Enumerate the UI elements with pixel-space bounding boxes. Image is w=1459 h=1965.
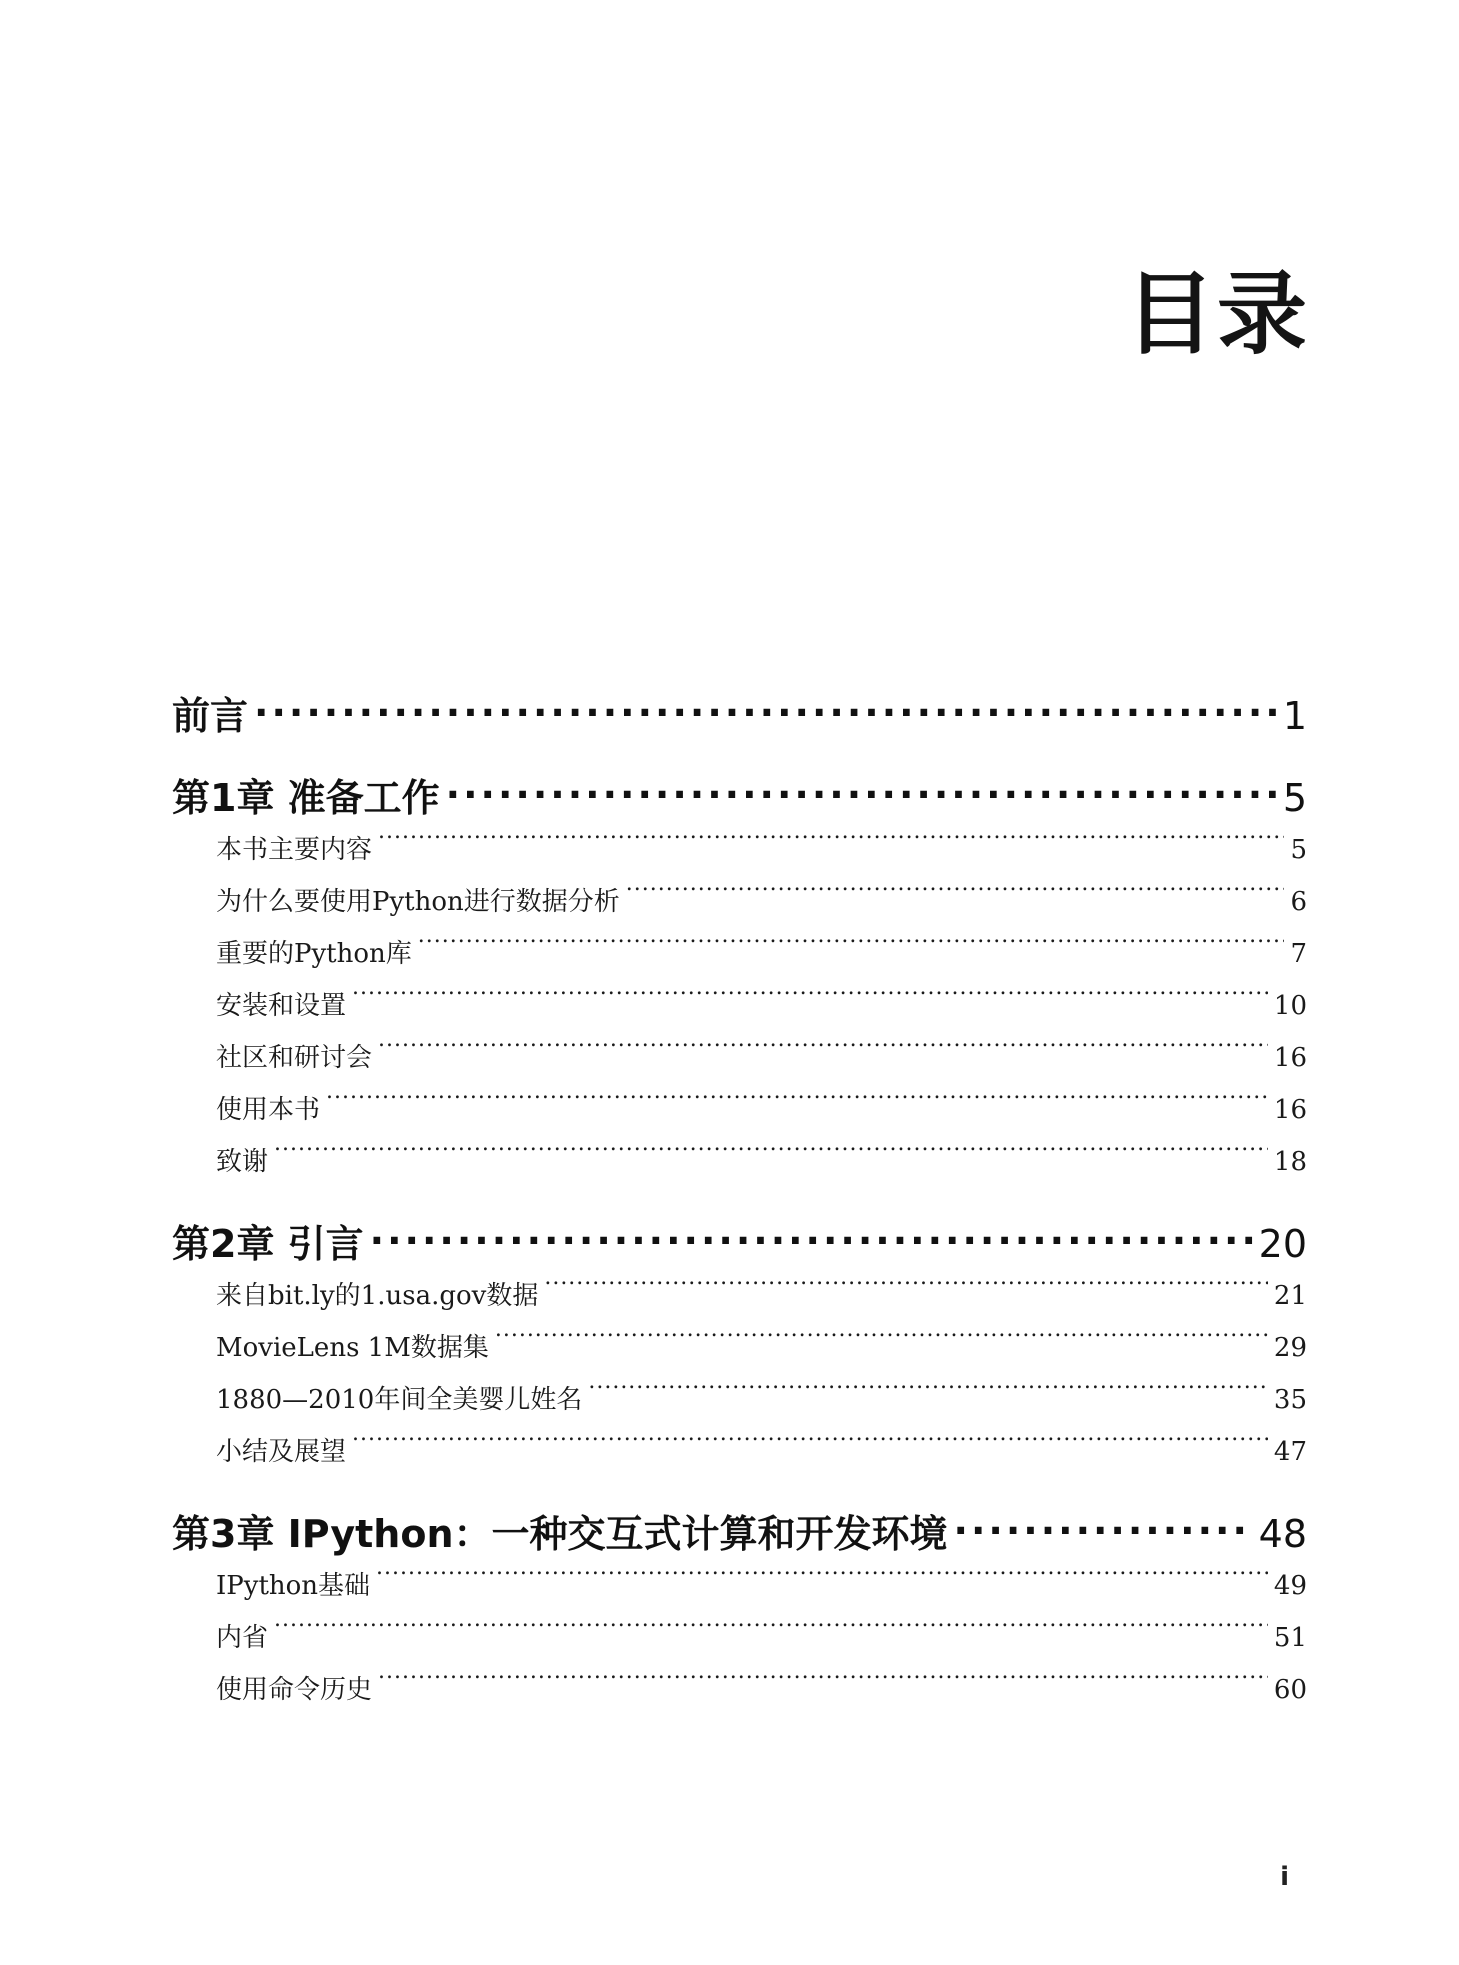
toc-entry-label: 前言 <box>172 694 249 738</box>
toc-entry-page: 16 <box>1273 1095 1307 1125</box>
toc-entry-page: 35 <box>1273 1385 1307 1415</box>
toc-chapter-preface[interactable] <box>172 690 1307 742</box>
toc-entry-page: 21 <box>1273 1281 1307 1311</box>
toc-entry-page: 6 <box>1290 887 1307 917</box>
toc-entry-page: 49 <box>1273 1571 1307 1601</box>
toc-entry-page: 60 <box>1273 1675 1307 1705</box>
toc-entry-label: 重要的Python库 <box>216 939 412 969</box>
dot-leader <box>326 1092 1268 1118</box>
dot-leader <box>378 832 1284 858</box>
page-title: 目录 <box>1125 262 1309 367</box>
dot-leader <box>352 1434 1268 1460</box>
dot-leader <box>378 1040 1268 1066</box>
toc-section[interactable] <box>216 928 1307 980</box>
toc-entry-label: 为什么要使用Python进行数据分析 <box>216 887 620 917</box>
dot-leader <box>352 988 1268 1014</box>
toc-section[interactable] <box>216 1374 1307 1426</box>
toc-section[interactable] <box>216 1322 1307 1374</box>
toc-chapter-1[interactable] <box>172 772 1307 824</box>
toc-entry-label: 来自bit.ly的1.usa.gov数据 <box>216 1281 539 1311</box>
toc-section[interactable] <box>216 1560 1307 1612</box>
dot-leader <box>376 1568 1268 1594</box>
toc-entry-label: 使用命令历史 <box>216 1675 373 1705</box>
toc-entry-page: 1 <box>1282 694 1307 738</box>
toc-entry-label: 第1章 准备工作 <box>172 776 440 820</box>
dot-leader <box>954 1509 1253 1547</box>
toc-section[interactable] <box>216 980 1307 1032</box>
toc-section[interactable] <box>216 1136 1307 1188</box>
toc-entry-page: 51 <box>1273 1623 1307 1653</box>
page-number: i <box>1280 1862 1289 1892</box>
dot-leader <box>544 1278 1268 1304</box>
toc-section[interactable] <box>216 876 1307 928</box>
toc-entry-label: 1880—2010年间全美婴儿姓名 <box>216 1385 583 1415</box>
toc-entry-label: 安装和设置 <box>216 991 347 1021</box>
toc-entry-label: 使用本书 <box>216 1095 321 1125</box>
toc-entry-page: 18 <box>1273 1147 1307 1177</box>
toc-entry-page: 48 <box>1258 1512 1307 1556</box>
toc-section[interactable] <box>216 1426 1307 1478</box>
toc-chapter-2[interactable] <box>172 1218 1307 1270</box>
dot-leader <box>446 773 1277 811</box>
dot-leader <box>274 1144 1268 1170</box>
dot-leader <box>626 884 1285 910</box>
toc-section[interactable] <box>216 1664 1307 1716</box>
toc-entry-page: 20 <box>1258 1222 1307 1266</box>
toc-entry-label: IPython基础 <box>216 1571 371 1601</box>
toc-entry-label: 致谢 <box>216 1147 269 1177</box>
dot-leader <box>274 1620 1268 1646</box>
toc-chapter-3[interactable] <box>172 1508 1307 1560</box>
toc-section[interactable] <box>216 1032 1307 1084</box>
toc-entry-label: 内省 <box>216 1623 269 1653</box>
dot-leader <box>254 691 1277 729</box>
toc-section[interactable] <box>216 1084 1307 1136</box>
toc-entry-label: MovieLens 1M数据集 <box>216 1333 489 1363</box>
toc-entry-label: 社区和研讨会 <box>216 1043 373 1073</box>
toc-section[interactable] <box>216 1612 1307 1664</box>
table-of-contents <box>172 690 1307 1716</box>
toc-entry-page: 10 <box>1273 991 1307 1021</box>
toc-entry-page: 16 <box>1273 1043 1307 1073</box>
toc-section[interactable] <box>216 1270 1307 1322</box>
dot-leader <box>495 1330 1268 1356</box>
toc-entry-label: 小结及展望 <box>216 1437 347 1467</box>
toc-entry-page: 7 <box>1290 939 1307 969</box>
toc-entry-page: 5 <box>1282 776 1307 820</box>
toc-entry-label: 本书主要内容 <box>216 835 373 865</box>
toc-section[interactable] <box>216 824 1307 876</box>
toc-entry-page: 29 <box>1273 1333 1307 1363</box>
toc-entry-label: 第2章 引言 <box>172 1222 364 1266</box>
dot-leader <box>418 936 1285 962</box>
dot-leader <box>378 1672 1268 1698</box>
dot-leader <box>588 1382 1268 1408</box>
toc-entry-page: 47 <box>1273 1437 1307 1467</box>
dot-leader <box>370 1219 1253 1257</box>
toc-entry-page: 5 <box>1290 835 1307 865</box>
toc-entry-label: 第3章 IPython：一种交互式计算和开发环境 <box>172 1512 948 1556</box>
